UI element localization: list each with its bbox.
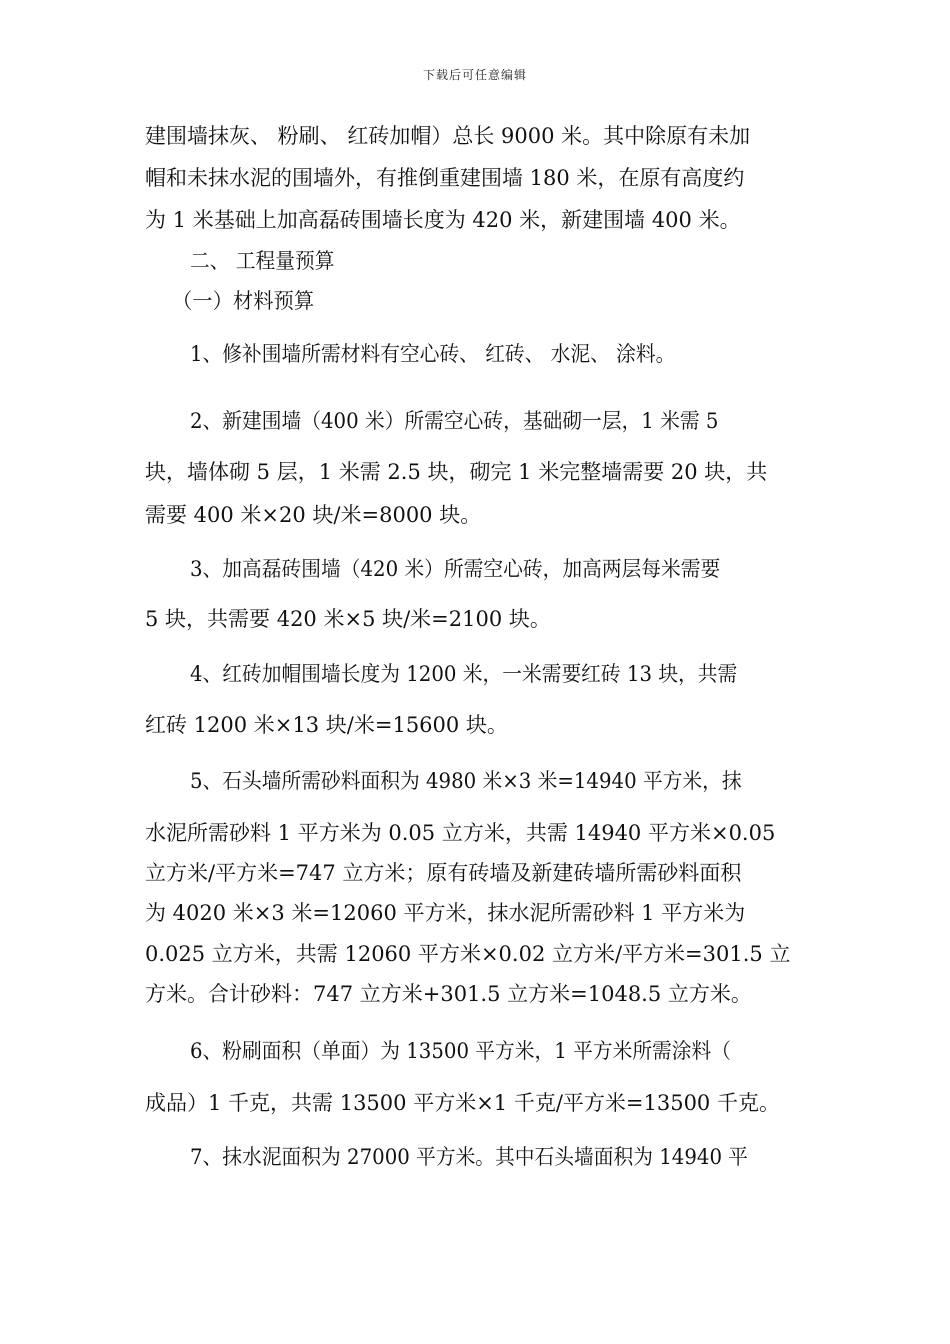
text-line: 立方米/平方米=747 立方米；原有砖墙及新建砖墙所需砂料面积 bbox=[145, 861, 742, 885]
text-line: 4、红砖加帽围墙长度为 1200 米，一米需要红砖 13 块，共需 bbox=[190, 662, 738, 686]
text-line: 7、抹水泥面积为 27000 平方米。其中石头墙面积为 14940 平 bbox=[190, 1145, 749, 1169]
page-header: 下载后可任意编辑 bbox=[422, 68, 527, 82]
text-line: 为 4020 米×3 米=12060 平方米，抹水泥所需砂料 1 平方米为 bbox=[145, 901, 746, 925]
subsection-heading: （一）材料预算 bbox=[172, 289, 315, 313]
text-line: 3、加高磊砖围墙（420 米）所需空心砖，加高两层每米需要 bbox=[190, 557, 721, 581]
text-line: 成品）1 千克，共需 13500 平方米×1 千克/平方米=13500 千克。 bbox=[145, 1091, 780, 1115]
text-line: 5、石头墙所需砂料面积为 4980 米×3 米=14940 平方米，抹 bbox=[190, 769, 742, 793]
text-line: 水泥所需砂料 1 平方米为 0.05 立方米，共需 14940 平方米×0.05 bbox=[145, 821, 776, 845]
text-line: 需要 400 米×20 块/米=8000 块。 bbox=[145, 503, 482, 527]
text-line: 块，墙体砌 5 层，1 米需 2.5 块，砌完 1 米完整墙需要 20 块，共 bbox=[145, 460, 768, 484]
text-line: 0.025 立方米，共需 12060 平方米×0.02 立方米/平方米=301.5 立 bbox=[145, 942, 791, 966]
text-line: 5 块，共需要 420 米×5 块/米=2100 块。 bbox=[145, 607, 551, 631]
text-line: 红砖 1200 米×13 块/米=15600 块。 bbox=[145, 713, 508, 737]
section-heading: 二、 工程量预算 bbox=[190, 249, 335, 273]
text-line: 方米。合计砂料：747 立方米+301.5 立方米=1048.5 立方米。 bbox=[145, 982, 752, 1006]
text-line: 建围墙抹灰、 粉刷、 红砖加帽）总长 9000 米。其中除原有未加 bbox=[145, 124, 751, 148]
text-line: 为 1 米基础上加高磊砖围墙长度为 420 米，新建围墙 400 米。 bbox=[145, 208, 741, 232]
text-line: 6、粉刷面积（单面）为 13500 平方米，1 平方米所需涂料（ bbox=[190, 1039, 732, 1063]
text-line: 1、修补围墙所需材料有空心砖、 红砖、 水泥、 涂料。 bbox=[190, 342, 676, 366]
text-line: 2、新建围墙（400 米）所需空心砖，基础砌一层，1 米需 5 bbox=[190, 409, 719, 433]
text-line: 帽和未抹水泥的围墙外，有推倒重建围墙 180 米，在原有高度约 bbox=[145, 166, 745, 190]
